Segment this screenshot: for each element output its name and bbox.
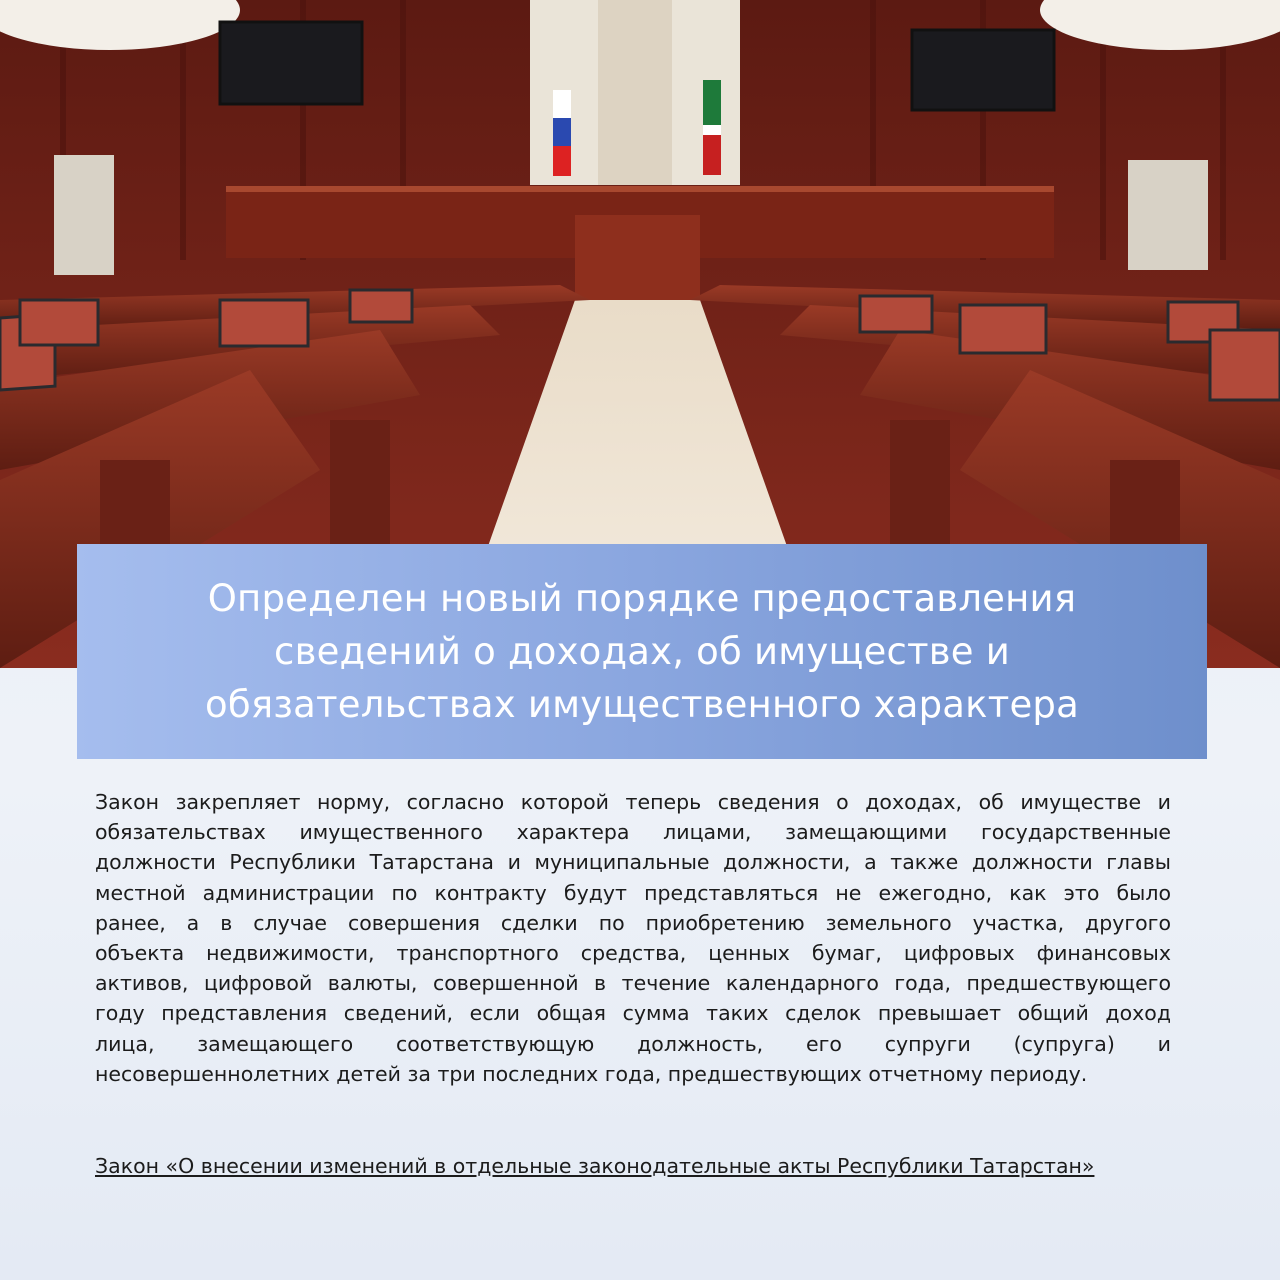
body-line: году представления сведений, если общая сумма таких сделок превышает общий доход	[95, 1001, 1171, 1026]
body-line: объекта недвижимости, транспортного средства, ценных бумаг, цифровых финансовых	[95, 941, 1171, 966]
title-line: Определен новый порядке предоставления	[207, 577, 1077, 620]
body-paragraph	[95, 787, 1171, 1089]
page-title	[205, 572, 1079, 731]
body-line: лица, замещающего соответствующую должность, его супруги (супруга) и	[95, 1031, 1171, 1056]
title-line: сведений о доходах, об имуществе и	[274, 630, 1010, 673]
body-line: должности Республики Татарстана и муниципальные должности, а также должности главы	[95, 850, 1171, 875]
body-line: обязательствах имущественного характера лицами, замещающими государственные	[95, 820, 1171, 845]
body-line: Закон закрепляет норму, согласно которой теперь сведения о доходах, об имуществе и	[95, 790, 1171, 814]
title-line: обязательствах имущественного характера	[204, 683, 1079, 726]
body-line: ранее, а в случае совершения сделки по приобретению земельного участка, другого	[95, 910, 1171, 935]
body-line: несовершеннолетних детей за три последних года, предшествующих отчетному периоду.	[95, 1061, 1088, 1086]
law-link[interactable]: Закон «О внесении изменений в отдельные законодательные акты Республики Татарстан»	[95, 1154, 1095, 1178]
body-line: местной администрации по контракту будут представляться не ежегодно, как это было	[95, 880, 1171, 905]
body-line: активов, цифровой валюты, совершенной в течение календарного года, предшествующего	[95, 971, 1171, 996]
title-banner	[77, 544, 1207, 759]
